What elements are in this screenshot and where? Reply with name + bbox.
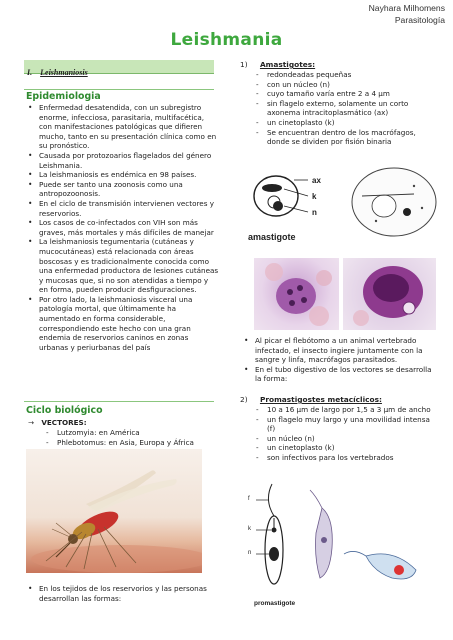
divider [24,89,214,90]
label-n: n [312,208,317,217]
section-label: Leishmaniosis [40,68,88,77]
amastigote-caption: amastigote [248,232,296,242]
list-item: • Causada por protozoarios flagelados del género Leishmania. [24,151,219,170]
label-ax: ax [312,176,321,185]
micrograph-macrophage-icon [343,258,436,330]
list-item: - un cinetoplasto (k) [250,118,440,128]
divider [24,401,214,402]
epidemiologia-list [24,103,219,352]
list-item: • La leishmaniosis es endémica en 98 países. [24,170,219,180]
list-item: - son infectivos para los vertebrados [250,453,440,463]
promastigotes-heading [240,395,382,404]
page-title: Leishmania [170,30,283,50]
section-heading-bar [24,60,214,77]
list-item: - un flagelo muy largo y una movilidad intensa (f) [250,415,440,434]
formas-list [24,584,219,603]
list-item: - Phlebotomus: en Asia, Europa y África [40,438,215,448]
amastigotes-heading [240,60,315,69]
promastigote-cell-icon [244,478,444,613]
list-item: • Por otro lado, la leishmaniosis visceral una patología mortal, que últimamente ha aumentado en forma considerable, correspondiendo este hecho con una gran endemia de reservorios caninos en zonas urbanas y periurbanas del país [24,295,219,353]
list-item: - 10 a 16 µm de largo por 1,5 a 3 µm de ancho [250,405,440,415]
sandfly-icon [26,449,202,573]
promastigotes-list [250,405,440,463]
label-k: k [248,526,251,532]
list-item: - sin flagelo externo, solamente un corto axonema intracitoplasmático (ax) [250,99,440,118]
list-item: • Puede ser tanto una zoonosis como una antropozoonosis. [24,180,219,199]
vectores-list [40,428,215,447]
list-item: - un cinetoplasto (k) [250,443,440,453]
list-item: - Se encuentran dentro de los macrófagos, donde se dividen por fisión binaria [250,128,440,147]
amastigotes-after-list [240,336,440,384]
promastigote-diagram [244,478,444,613]
vectores-label: VECTORES: [41,418,87,427]
author-block [369,2,445,26]
list-item: • Al picar el flebótomo a un animal vertebrado infectado, el insecto ingiere juntamente con la sangre y linfa, macrófagos parasitados. [240,336,440,365]
sandfly-photo [26,449,202,573]
micrograph-1 [254,258,339,330]
amastigote-diagram [244,166,444,246]
arrow-icon: → [28,418,35,427]
label-f: f [248,496,250,502]
list-item: - un núcleo (n) [250,434,440,444]
list-item: - Lutzomyia: en América [40,428,215,438]
label-n: n [248,550,252,556]
label-k: k [312,192,317,201]
heading-ciclo: Ciclo biológico [26,405,103,416]
vectores-heading [28,418,87,427]
list-item: - redondeadas pequeñas [250,70,440,80]
micrograph-2 [343,258,436,330]
list-item: • En el tubo digestivo de los vectores se desarrolla la forma: [240,365,440,384]
item-number: 2) [240,395,248,404]
list-item: • En los tejidos de los reservorios y las personas desarrollan las formas: [24,584,219,603]
promastigotes-title: Promastigostes metacíclicos: [259,395,382,404]
micrograph-cells-icon [254,258,339,330]
item-number: 1) [240,60,248,69]
author-name: Nayhara Milhomens [368,3,445,13]
section-number: I. [27,68,33,77]
amastigotes-list [250,70,440,147]
promastigote-caption: promastigote [254,600,296,607]
list-item: - con un núcleo (n) [250,80,440,90]
list-item: • La leishmaniosis tegumentaria (cutáneas y mucocutáneas) está relacionada con áreas boscosas y es tradicionalmente conocida como una enfermedad productora de lesiones cutáneas y mucosas que, si no son atendidas a tiempo y en forma, pueden producir desfiguraciones. [24,237,219,295]
heading-epidemiologia: Epidemiologia [26,91,101,102]
list-item: • Enfermedad desatendida, con un subregistro enorme, infecciosa, parasitaria, multifacética, con manifestaciones patológicas que difieren mucho, tanto en su presentación clínica como en su pronóstico. [24,103,219,151]
amastigotes-title: Amastigotes: [259,60,316,69]
subject-name: Parasitología [394,15,445,25]
list-item: • En el ciclo de transmisión intervienen vectores y reservorios. [24,199,219,218]
list-item: • Los casos de co-infectados con VIH son más graves, más mortales y más difíciles de manejar [24,218,219,237]
list-item: - cuyo tamaño varía entre 2 a 4 µm [250,89,440,99]
